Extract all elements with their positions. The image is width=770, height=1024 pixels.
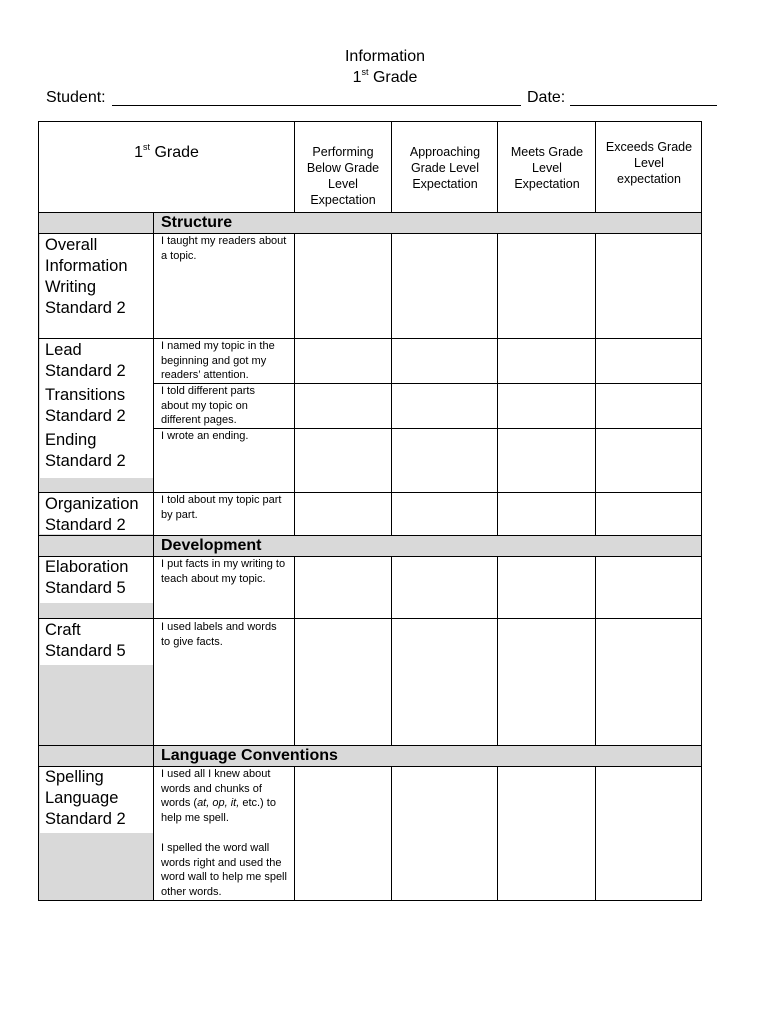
column-header-below: Performing Below Grade Level Expectation [306, 145, 380, 207]
criterion-overall: Overall Information Writing Standard 2 [45, 236, 128, 317]
column-header-meets: Meets Grade Level Expectation [510, 145, 584, 191]
description-craft: I used labels and words to give facts. [161, 621, 277, 648]
grade-number: 1 [352, 69, 362, 86]
criterion-organization: Organization Standard 2 [45, 495, 139, 534]
section-title-language: Language Conventions [161, 747, 338, 764]
grade-header-number: 1 [134, 144, 143, 161]
description-spelling-a [161, 767, 293, 825]
criterion-lead: Lead Standard 2 [45, 341, 126, 380]
section-bar-language [39, 745, 701, 766]
criterion-elaboration: Elaboration Standard 5 [45, 558, 129, 597]
description-overall: I taught my readers about a topic. [161, 235, 287, 262]
grade-word: Grade [372, 69, 418, 86]
description-spelling-b: I spelled the word wall words right and used the word wall to help me spell other words. [161, 842, 287, 898]
description-ending: I wrote an ending. [161, 430, 249, 442]
criterion-spelling: Spelling Language Standard 2 [45, 768, 126, 828]
column-header-approaching: Approaching Grade Level Expectation [409, 145, 481, 191]
criterion-ending: Ending Standard 2 [45, 431, 126, 470]
grade-header-cell [40, 143, 293, 163]
description-transitions: I told different parts about my topic on different pages. [161, 385, 255, 426]
document-title: Information [344, 48, 426, 65]
date-label: Date: [527, 89, 566, 106]
rating-cell[interactable] [295, 234, 391, 338]
description-lead: I named my topic in the beginning and got my readers’ attention. [161, 340, 275, 381]
description-spelling-a-examples: at, op, it, [197, 797, 240, 809]
section-title-development: Development [161, 537, 262, 554]
section-bar-structure [39, 212, 701, 233]
grade-header-word: Grade [154, 144, 199, 161]
grade-header-suffix: st [142, 142, 150, 152]
description-spelling-a-start: I used all I knew about words and chunks of words ( [161, 768, 271, 809]
description-organization: I told about my topic part by part. [161, 494, 282, 521]
grade-ordinal-suffix: st [361, 67, 369, 77]
column-header-exceeds: Exceeds Grade Level expectation [605, 140, 693, 186]
section-title-structure: Structure [161, 214, 233, 231]
description-spelling-a-end: etc.) to help me spell. [161, 797, 276, 824]
student-label: Student: [46, 89, 106, 106]
criterion-transitions: Transitions Standard 2 [45, 386, 126, 425]
description-elaboration: I put facts in my writing to teach about my topic. [161, 558, 286, 585]
section-bar-development [39, 535, 701, 556]
criterion-craft: Craft Standard 5 [45, 621, 126, 660]
